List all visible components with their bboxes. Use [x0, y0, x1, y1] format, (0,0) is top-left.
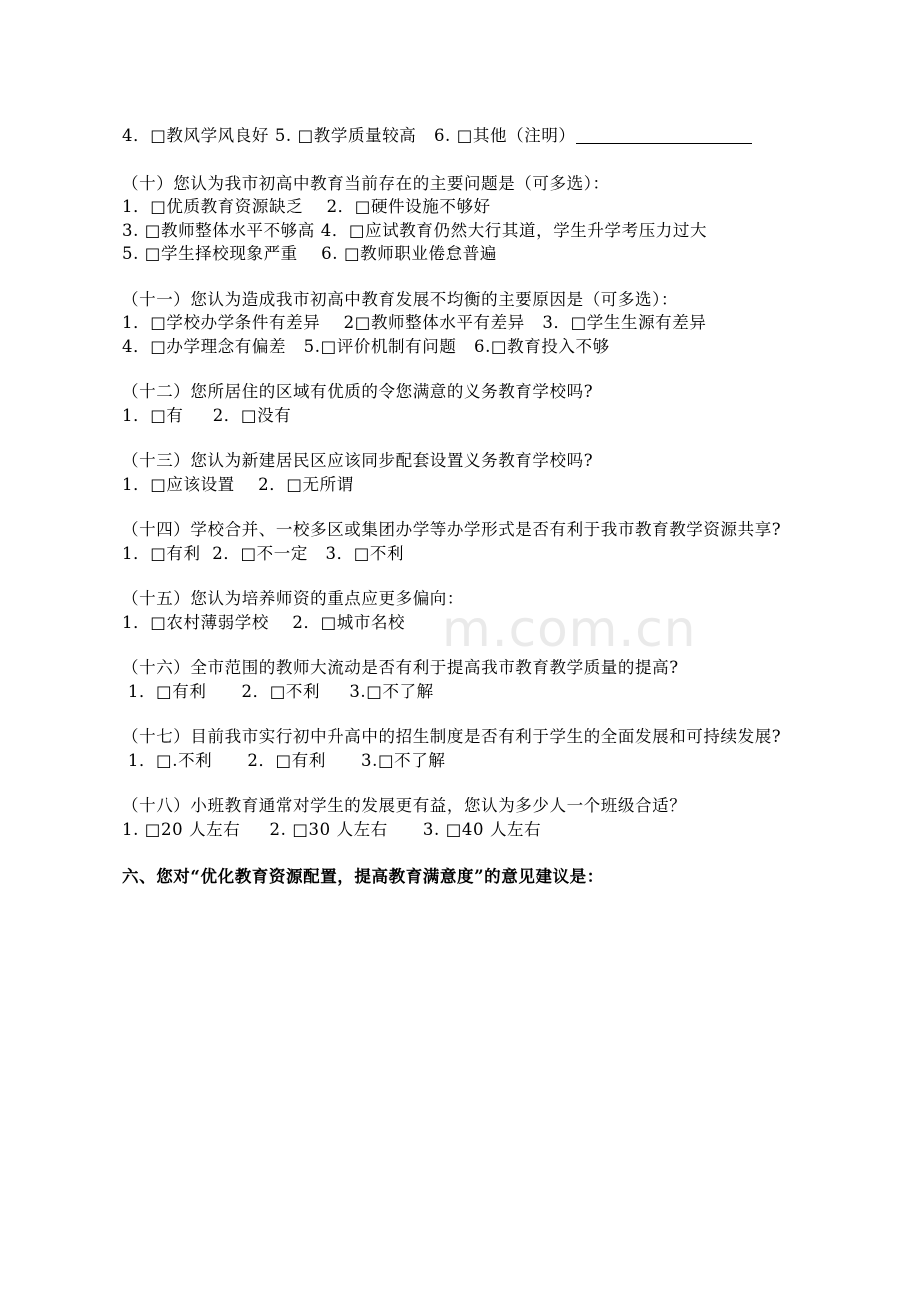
q15-options[interactable]: 1．□农村薄弱学校 2．□城市名校 — [122, 612, 406, 632]
q14-question: （十四）学校合并、一校多区或集团办学等办学形式是否有利于我市教育教学资源共享? — [122, 520, 782, 539]
q9-option-4-6[interactable]: 4．□教风学风良好 5. □教学质量较高 6. □其他（注明） — [122, 126, 576, 145]
section-6-heading: 六、您对“优化教育资源配置，提高教育满意度”的意见建议是： — [122, 867, 604, 886]
q12-options[interactable]: 1．□有 2．□没有 — [122, 405, 292, 425]
q12-question: （十二）您所居住的区域有优质的令您满意的义务教育学校吗? — [122, 382, 594, 401]
watermark: m.com.cn — [442, 600, 697, 658]
q11-question: （十一）您认为造成我市初高中教育发展不均衡的主要原因是（可多选）： — [122, 289, 679, 309]
q18-options[interactable]: 1. □20 人左右 2. □30 人左右 3. □40 人左右 — [122, 819, 542, 839]
q14-options[interactable]: 1．□有利 2．□不一定 3．□不利 — [122, 543, 405, 563]
other-note-blank[interactable] — [576, 125, 752, 144]
q18-question: （十八）小班教育通常对学生的发展更有益，您认为多少人一个班级合适？ — [122, 796, 687, 815]
q10-question: （十）您认为我市初高中教育当前存在的主要问题是（可多选）： — [122, 173, 610, 193]
q11-options-row-2[interactable]: 4．□办学理念有偏差 5.□评价机制有问题 6.□教育投入不够 — [122, 336, 610, 356]
questionnaire-page — [122, 124, 802, 889]
q11-options-row-1[interactable]: 1．□学校办学条件有差异 2□教师整体水平有差异 3．□学生生源有差异 — [122, 313, 707, 332]
q13-question: （十三）您认为新建居民区应该同步配套设置义务教育学校吗? — [122, 451, 594, 470]
q10-options-row-2[interactable]: 3. □教师整体水平不够高 4．□应试教育仍然大行其道，学生升学考压力过大 — [122, 220, 708, 240]
q15-question: （十五）您认为培养师资的重点应更多偏向： — [122, 589, 464, 608]
q16-question: （十六）全市范围的教师大流动是否有利于提高我市教育教学质量的提高? — [122, 658, 679, 677]
q10-options-row-3[interactable]: 5. □学生择校现象严重 6. □教师职业倦怠普遍 — [122, 244, 497, 263]
q17-question: （十七）目前我市实行初中升高中的招生制度是否有利于学生的全面发展和可持续发展? — [122, 727, 782, 746]
q17-options[interactable]: 1．□.不利 2．□有利 3.□不了解 — [122, 750, 446, 770]
q10-options-row-1[interactable]: 1．□优质教育资源缺乏 2．□硬件设施不够好 — [122, 197, 491, 216]
q13-options[interactable]: 1．□应该设置 2．□无所谓 — [122, 474, 354, 494]
q16-options[interactable]: 1．□有利 2．□不利 3.□不了解 — [122, 681, 434, 701]
q9-options-row — [122, 124, 802, 148]
